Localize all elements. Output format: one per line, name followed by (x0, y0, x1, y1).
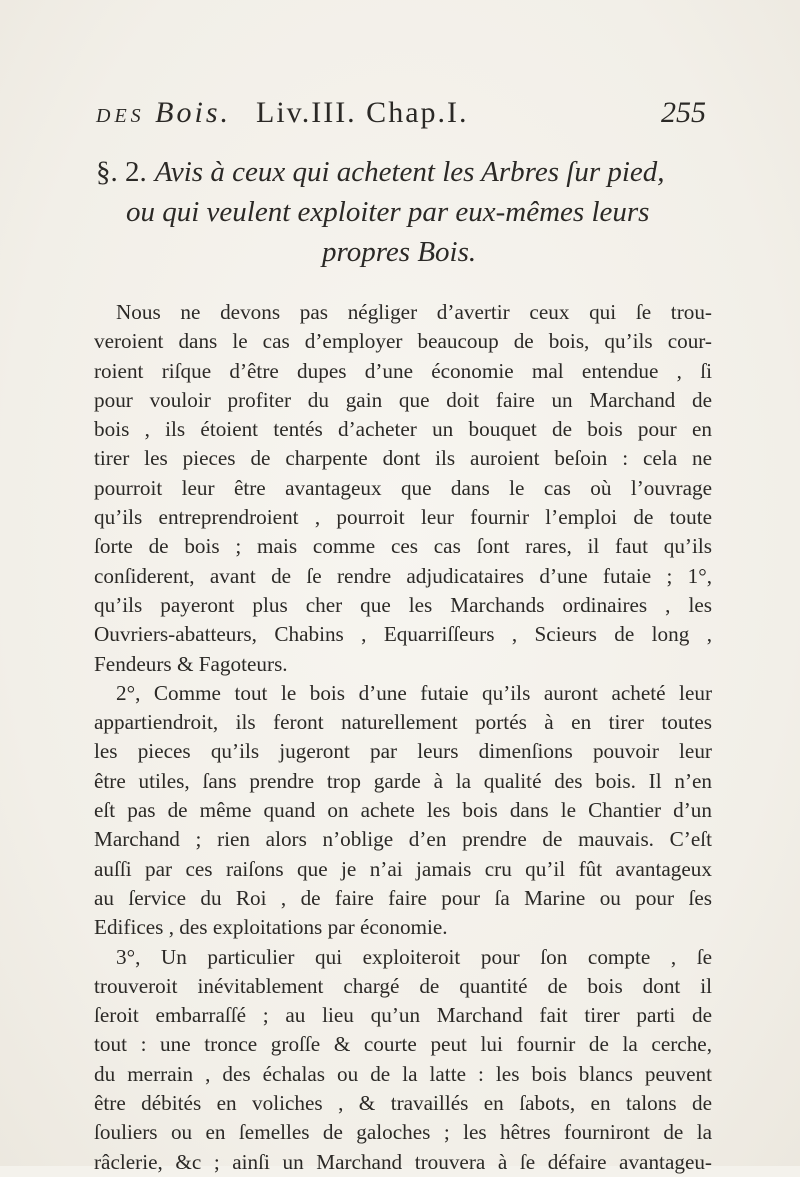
text-line: du merrain , des échalas ou de la latte : les bois blancs peuvent (94, 1061, 712, 1086)
text-line: être utiles, ſans prendre trop garde à la qualité des bois. Il n’en (94, 768, 712, 793)
running-head-title (96, 96, 231, 130)
running-head (96, 92, 706, 132)
text-line: les pieces qu’ils jugeront par leurs dimenſions pouvoir leur (94, 739, 712, 764)
page-number: 255 (661, 96, 706, 129)
section-number: §. 2. (96, 156, 147, 188)
text-line: Ouvriers-abatteurs, Chabins , Equarriſſeurs , Scieurs de long , (94, 622, 712, 647)
running-head-bois: Bois. (155, 96, 232, 129)
section-heading-line-1 (96, 152, 716, 192)
text-line: pour vouloir profiter du gain que doit faire un Marchand de (94, 387, 712, 412)
running-head-des: DES (96, 105, 145, 127)
text-line: 3°, Un particulier qui exploiteroit pour ſon compte , ſe (116, 944, 712, 969)
text-line: Edifices , des exploitations par économie. (94, 915, 448, 940)
text-line: pourroit leur être avantageux que dans le cas où l’ouvrage (94, 475, 712, 500)
section-heading-text-1: Avis à ceux qui achetent les Arbres ſur pied, (154, 156, 665, 188)
text-line: au ſervice du Roi , de faire faire pour ſa Marine ou pour ſes (94, 885, 712, 910)
text-line: ſouliers ou en ſemelles de galoches ; les hêtres fourniront de la (94, 1120, 712, 1145)
section-heading-line-2: ou qui veulent exploiter par eux-mêmes leurs (126, 196, 650, 228)
text-line: roient riſque d’être dupes d’une économie mal entendue , ſi (94, 358, 712, 383)
text-line: trouveroit inévitablement chargé de quantité de bois dont il (94, 973, 712, 998)
text-line: 2°, Comme tout le bois d’une futaie qu’ils auront acheté leur (116, 680, 712, 705)
running-head-chapter: Liv.III. Chap.I. (256, 96, 469, 129)
text-line: tirer les pieces de charpente dont ils auroient beſoin : cela ne (94, 446, 712, 471)
text-line: eſt pas de même quand on achete les bois dans le Chantier d’un (94, 798, 712, 823)
text-line: veroient dans le cas d’employer beaucoup de bois, qu’ils cour- (94, 329, 712, 354)
section-heading (96, 152, 716, 272)
text-line: Marchand ; rien alors n’oblige d’en prendre de mauvais. C’eſt (94, 827, 712, 852)
text-line: bois , ils étoient tentés d’acheter un bouquet de bois pour en (94, 417, 712, 442)
section-heading-line-3: propres Bois. (322, 236, 477, 268)
text-line: tout : une tronce groſſe & courte peut lui fournir de la cerche, (94, 1032, 712, 1057)
text-line: être débités en voliches , & travaillés en ſabots, en talons de (94, 1091, 712, 1116)
text-line: râclerie, &c ; ainſi un Marchand trouvera à ſe défaire avantageu- (94, 1149, 712, 1174)
text-line: Nous ne devons pas négliger d’avertir ceux qui ſe trou- (116, 300, 712, 324)
text-line: ſeroit embarraſſé ; au lieu qu’un Marchand fait tirer parti de (94, 1003, 712, 1028)
text-line: qu’ils entreprendroient , pourroit leur fournir l’emploi de toute (94, 505, 712, 530)
text-line: Fendeurs & Fagoteurs. (94, 651, 288, 676)
text-line: auſſi par ces raiſons que je n’ai jamais cru qu’il fût avantageux (94, 856, 712, 881)
text-line: conſiderent, avant de ſe rendre adjudicataires d’une futaie ; 1°, (94, 563, 712, 588)
text-line: ſorte de bois ; mais comme ces cas ſont rares, il faut qu’ils (94, 534, 712, 559)
text-line: qu’ils payeront plus cher que les Marchands ordinaires , les (94, 592, 712, 617)
body-text (94, 298, 712, 1177)
text-line: appartiendroit, ils feront naturellement portés à en tirer toutes (94, 710, 712, 735)
